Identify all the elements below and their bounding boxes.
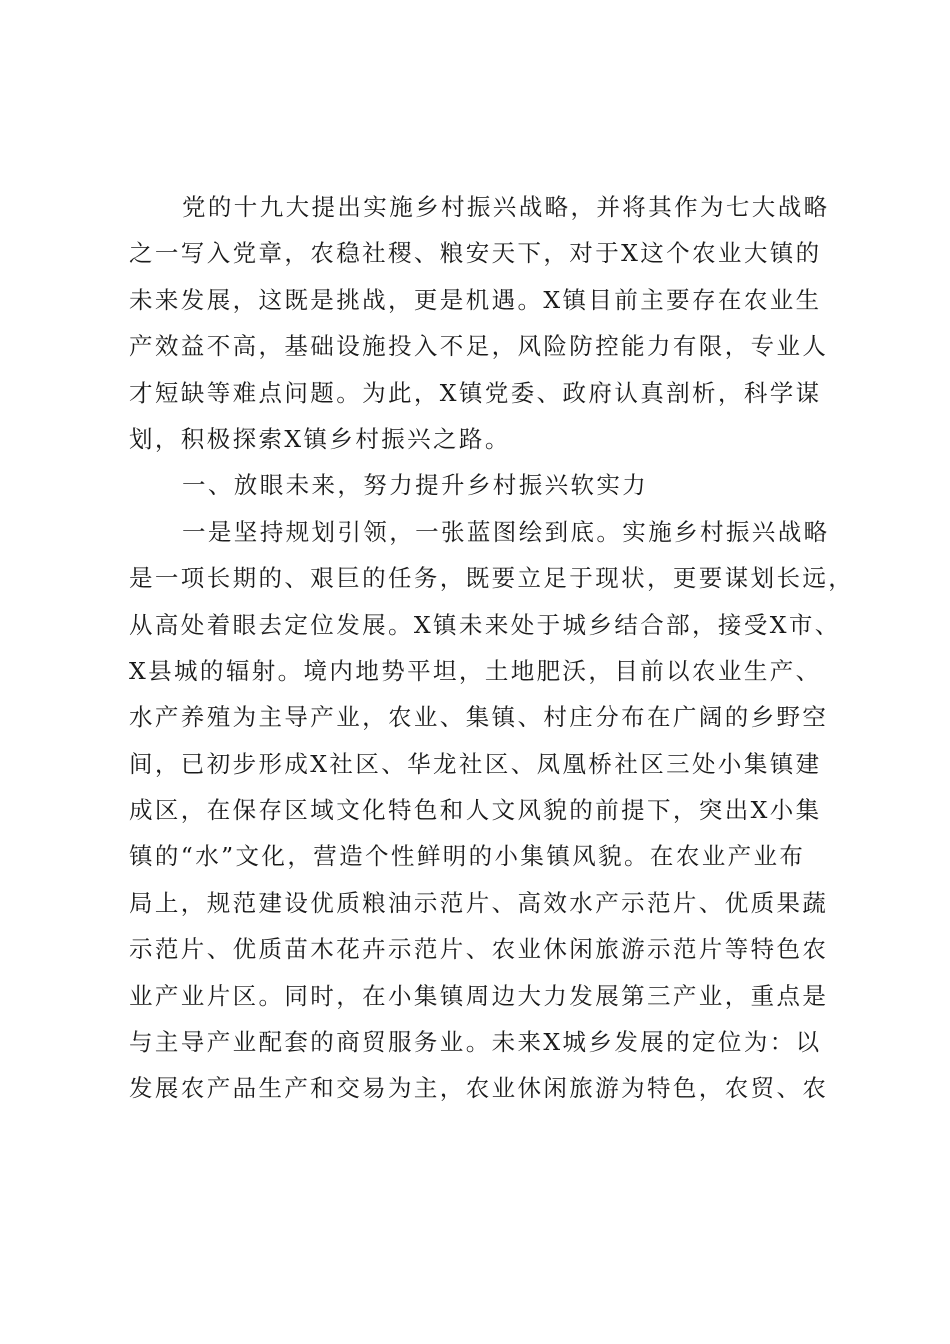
paragraph-line: 党的十九大提出实施乡村振兴战略，并将其作为七大战略 [182,193,830,221]
paragraph-line: 成区，在保存区域文化特色和人文风貌的前提下，突出X小集 [129,796,822,825]
section-heading: 一、放眼未来，努力提升乡村振兴软实力 [182,471,649,500]
paragraph-line: 与主导产业配套的商贸服务业。未来X城乡发展的定位为：以 [129,1028,822,1057]
paragraph-line: 示范片、优质苗木花卉示范片、农业休闲旅游示范片等特色农 [129,935,829,964]
paragraph-line: X县城的辐射。境内地势平坦，土地肥沃，目前以农业生产、 [129,656,822,685]
paragraph-line: 局上，规范建设优质粮油示范片、高效水产示范片、优质果蔬 [129,888,829,917]
paragraph-line: 水产养殖为主导产业，农业、集镇、村庄分布在广阔的乡野空 [129,703,829,732]
paragraph-line: 发展农产品生产和交易为主，农业休闲旅游为特色，农贸、农 [129,1074,829,1103]
paragraph-line: 一是坚持规划引领，一张蓝图绘到底。实施乡村振兴战略 [182,517,830,546]
document-body [129,184,855,1112]
paragraph-line: 从高处着眼去定位发展。X镇未来处于城乡结合部，接受X市、 [129,610,841,639]
paragraph-line: 才短缺等难点问题。为此，X镇党委、政府认真剖析，科学谋 [129,378,822,407]
paragraph-line: 业产业片区。同时，在小集镇周边大力发展第三产业，重点是 [129,981,829,1010]
paragraph-line: 未来发展，这既是挑战，更是机遇。X镇目前主要存在农业生 [129,285,822,314]
paragraph-line: 产效益不高，基础设施投入不足，风险防控能力有限，专业人 [129,332,829,361]
paragraph-line: 之一写入党章，农稳社稷、粮安天下，对于X这个农业大镇的 [129,239,822,268]
paragraph-line: 是一项长期的、艰巨的任务，既要立足于现状，更要谋划长远， [129,564,855,593]
paragraph-line: 划，积极探索X镇乡村振兴之路。 [129,424,511,453]
paragraph-line: 间，已初步形成X社区、华龙社区、凤凰桥社区三处小集镇建 [129,749,822,778]
paragraph-line: 镇的“水”文化，营造个性鲜明的小集镇风貌。在农业产业布 [129,842,806,871]
